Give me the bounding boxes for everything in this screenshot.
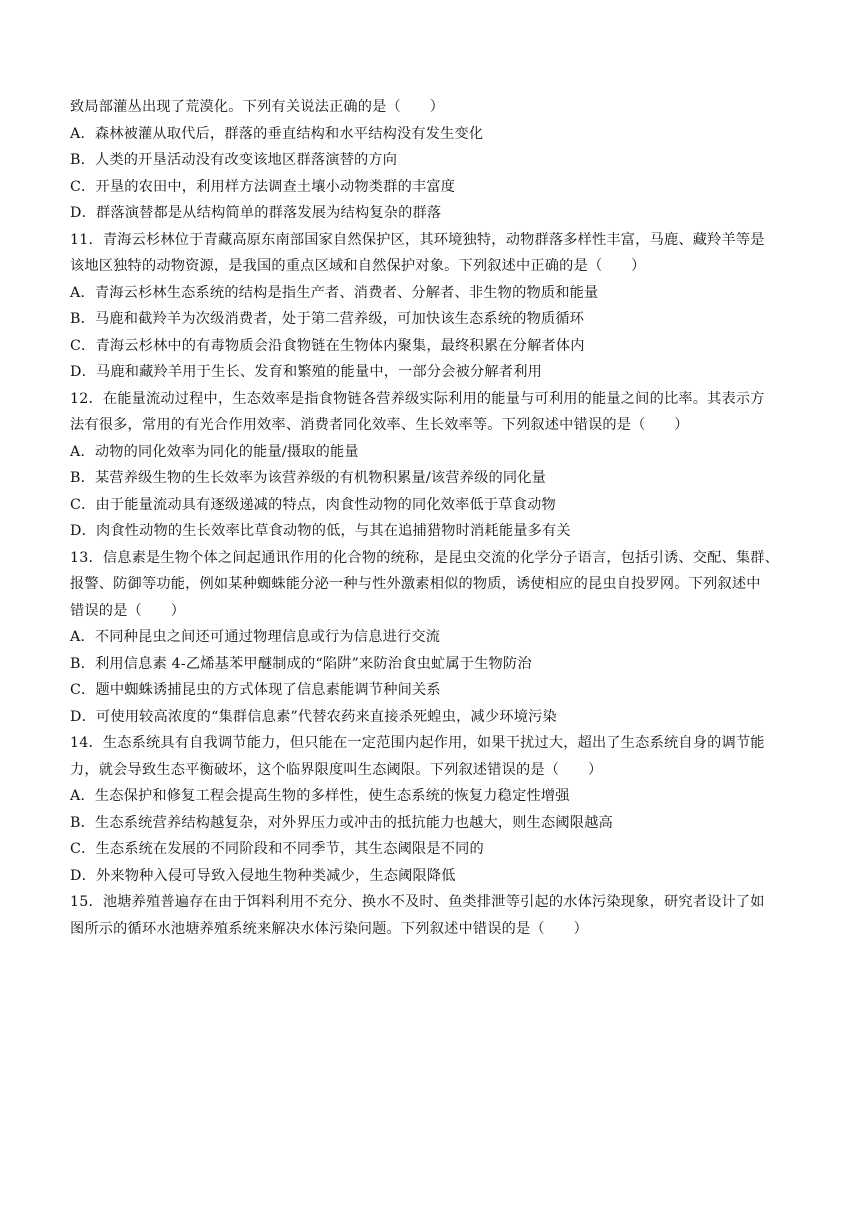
text-line: 错误的是（ ） [70, 602, 186, 619]
text-line: 12．在能量流动过程中，生态效率是指食物链各营养级实际利用的能量与可利用的能量之间的比率。其表示方 [70, 390, 765, 407]
text-line: C．开垦的农田中，利用样方法调查土壤小动物类群的丰富度 [70, 178, 456, 195]
text-line: 图所示的循环水池塘养殖系统来解决水体污染问题。下列叙述中错误的是（ ） [70, 920, 588, 937]
text-line: D．马鹿和藏羚羊用于生长、发育和繁殖的能量中，一部分会被分解者利用 [70, 364, 542, 380]
text-line: B．某营养级生物的生长效率为该营养级的有机物积累量/该营养级的同化量 [70, 470, 547, 486]
text-line: 力，就会导致生态平衡破坏，这个临界限度叫生态阈限。下列叙述错误的是（ ） [70, 761, 603, 778]
text-line: 15．池塘养殖普遍存在由于饵料利用不充分、换水不及时、鱼类排泄等引起的水体污染现象，研究者设计了如 [70, 894, 765, 910]
text-line: D．外来物种入侵可导致入侵地生物种类减少，生态阈限降低 [70, 867, 456, 884]
text-line: 报警、防御等功能，例如某种蜘蛛能分泌一种与性外激素相似的物质，诱使相应的昆虫自投罗网。下列叙述中 [70, 576, 761, 592]
text-line: A．动物的同化效率为同化的能量/摄取的能量 [70, 443, 359, 460]
text-line: C．题中蜘蛛诱捕昆虫的方式体现了信息素能调节种间关系 [70, 682, 441, 698]
text-line: D．群落演替都是从结构简单的群落发展为结构复杂的群落 [70, 205, 442, 221]
text-line: C．生态系统在发展的不同阶段和不同季节，其生态阈限是不同的 [70, 841, 484, 857]
text-line: A．青海云杉林生态系统的结构是指生产者、消费者、分解者、非生物的物质和能量 [70, 284, 599, 301]
document-body [70, 94, 800, 942]
text-line: A．不同种昆虫之间还可通过物理信息或行为信息进行交流 [70, 629, 441, 645]
text-line: B．生态系统营养结构越复杂，对外界压力或冲击的抵抗能力也越大，则生态阈限越高 [70, 814, 613, 831]
text-line: A．森林被灌从取代后，群落的垂直结构和水平结构没有发生变化 [70, 125, 484, 142]
text-line: C．由于能量流动具有逐级递减的特点，肉食性动物的同化效率低于草食动物 [70, 496, 556, 513]
text-line: 13．信息素是生物个体之间起通讯作用的化合物的统称，是昆虫交流的化学分子语言，包括引诱、交配、集群、 [70, 549, 780, 566]
text-line: B．利用信息素 4-乙烯基苯甲醚制成的“陷阱”来防治食虫虻属于生物防治 [70, 655, 532, 672]
text-line: D．肉食性动物的生长效率比草食动物的低，与其在追捕猎物时消耗能量多有关 [70, 523, 571, 539]
text-line: D．可使用较高浓度的“集群信息素”代替农药来直接杀死蝗虫，减少环境污染 [70, 708, 557, 725]
text-line: C．青海云杉林中的有毒物质会沿食物链在生物体内聚集，最终积累在分解者体内 [70, 337, 585, 354]
text-line: 11．青海云杉林位于青藏高原东南部国家自然保护区，其环境独特，动物群落多样性丰富，马鹿、藏羚羊等是 [70, 231, 765, 248]
text-line: B．人类的开垦活动没有改变该地区群落演替的方向 [70, 152, 398, 168]
text-line: 法有很多，常用的有光合作用效率、消费者同化效率、生长效率等。下列叙述中错误的是（ ） [70, 417, 689, 433]
text-line: B．马鹿和截羚羊为次级消费者，处于第二营养级，可加快该生态系统的物质循环 [70, 311, 585, 327]
text-line: 致局部灌丛出现了荒漠化。下列有关说法正确的是（ ） [70, 99, 445, 115]
text-line: 该地区独特的动物资源，是我国的重点区域和自然保护对象。下列叙述中正确的是（ ） [70, 258, 646, 274]
text-line: A．生态保护和修复工程会提高生物的多样性，使生态系统的恢复力稳定性增强 [70, 788, 570, 804]
text-line: 14．生态系统具有自我调节能力，但只能在一定范围内起作用，如果干扰过大，超出了生态系统自身的调节能 [70, 735, 765, 751]
